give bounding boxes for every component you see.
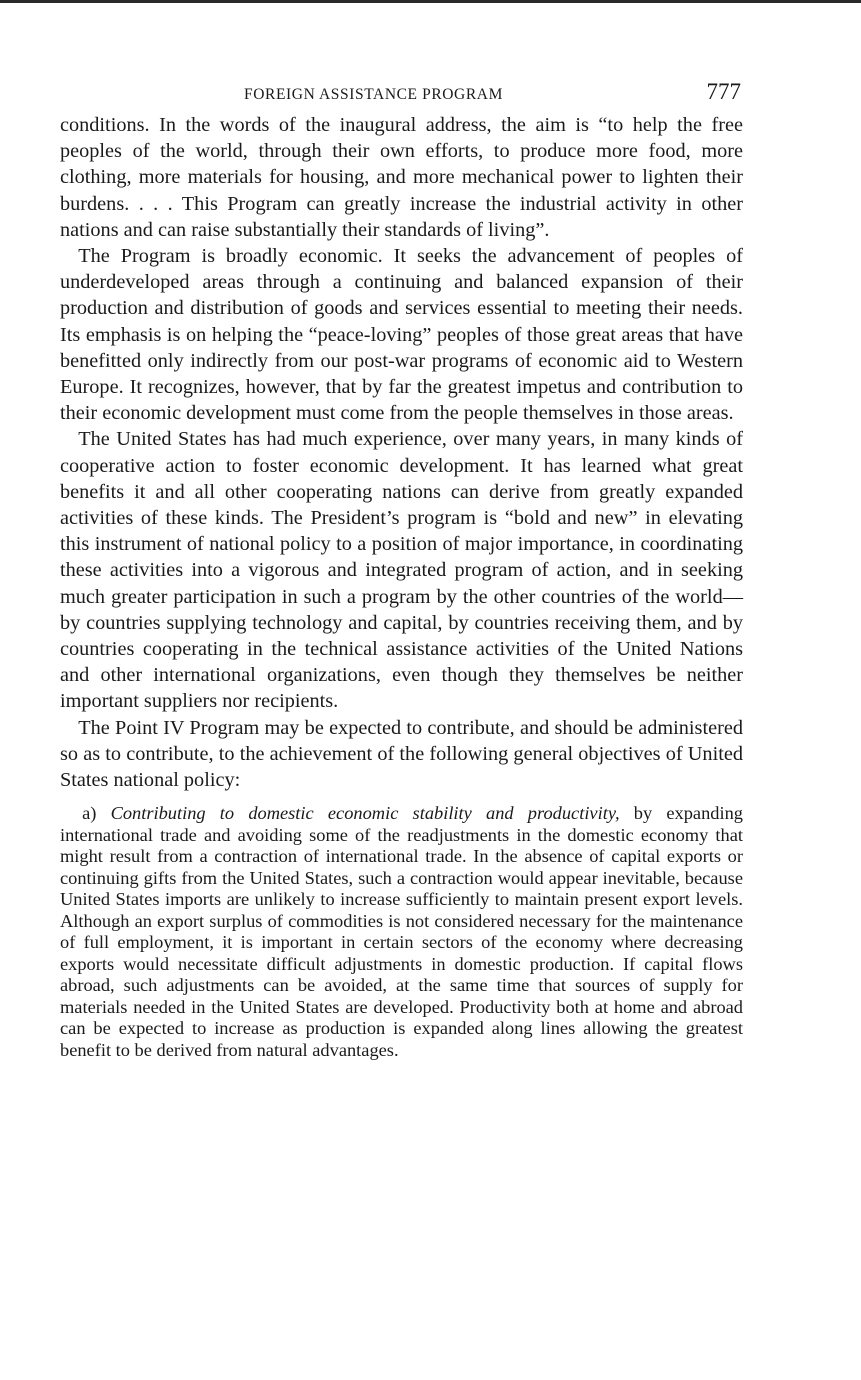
paragraph-1: conditions. In the words of the inaugural address, the aim is “to help the free peoples of the world, through their own efforts, to produce more food, more clothing, more materials for housing, and more mechanical power to lighten their burdens. . . . This Program can greatly increase the industrial activity in other nations and can raise substantially their standards of living”. — [60, 114, 743, 241]
paragraph-3: The United States has had much experience, over many years, in many kinds of cooperative action to foster economic development. It has learned what great benefits it and all other cooperating nations can derive from greatly expanded activities of these kinds. The President’s program is “bold and new” in elevating this instrument of national policy to a position of major importance, in coordinating these activities into a vigorous and integrated program of action, and in seeking much greater participation in such a program by the other countries of the world—by countries supplying technology and capital, by countries receiving them, and by countries cooperating in the technical assistance activities of the United Nations and other international organizations, even though they themselves be neither important suppliers nor recipients. — [60, 428, 743, 713]
objective-a-label: a) — [82, 803, 97, 824]
objective-a-paragraph — [60, 803, 743, 1061]
page-number: 777 — [706, 79, 741, 104]
top-border-rule — [0, 0, 861, 3]
section-gap — [60, 793, 743, 803]
paragraph-4: The Point IV Program may be expected to contribute, and should be administered so as to contribute, to the achievement of the following general objectives of United States national policy: — [60, 716, 743, 792]
objective-a-lead: Contributing to domestic economic stability and productivity, — [110, 803, 620, 824]
document-page — [60, 70, 743, 1061]
paragraph-2: The Program is broadly economic. It seeks the advancement of peoples of underdeveloped areas through a continuing and balanced expansion of their production and distribution of goods and services essential to meeting their needs. Its emphasis is on helping the “peace-loving” peoples of those great areas that have benefitted only indirectly from our post-war programs of economic aid to Western Europe. It recognizes, however, that by far the greatest impetus and contribution to their economic development must come from the people themselves in those areas. — [60, 245, 743, 425]
objective-a-text: by expanding international trade and avoiding some of the readjustments in the domestic economy that might result from a contraction of international trade. In the absence of capital exports or continuing gifts from the United States, such a contraction would appear inevitable, because United States imports are unlikely to increase sufficiently to maintain present export levels. Although an export surplus of commodities is not considered necessary for the maintenance of full employment, it is important in certain sectors of the economy where decreasing exports would necessitate difficult adjustments in domestic production. If capital flows abroad, such adjustments can be avoided, at the same time that sources of supply for materials needed in the United States are developed. Productivity both at home and abroad can be expected to increase as production is expanded along lines allowing the greatest benefit to be derived from natural advantages. — [60, 803, 743, 1060]
running-title: FOREIGN ASSISTANCE PROGRAM — [244, 86, 503, 103]
running-head — [60, 70, 743, 112]
